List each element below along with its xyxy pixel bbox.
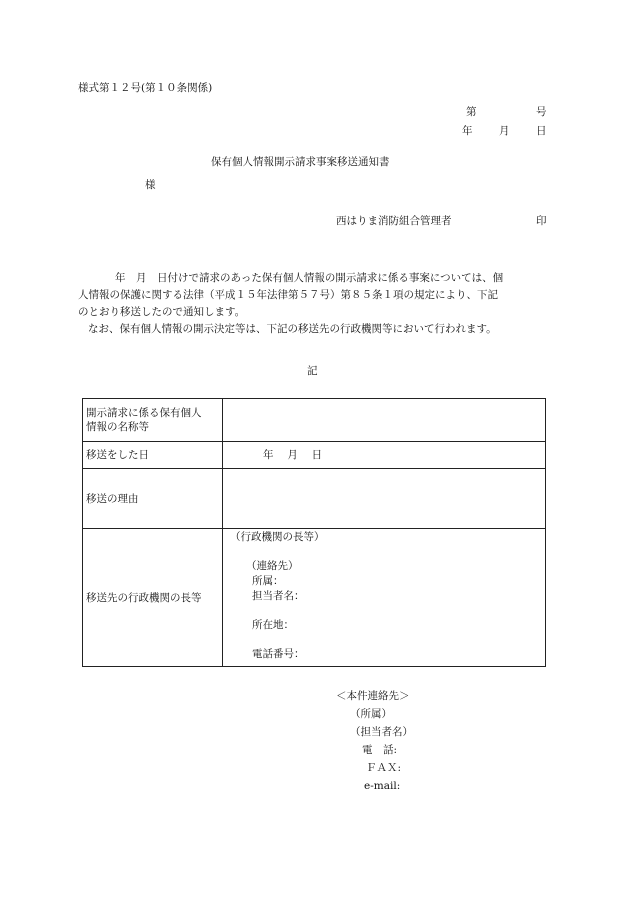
body-paragraph (78, 270, 548, 338)
date-month: 月 (499, 125, 510, 137)
destination-address: 所在地： (252, 619, 294, 631)
destination-contact: （連絡先） (246, 560, 299, 572)
row-label-info-name-line1: 開示請求に係る保有個人 (86, 407, 202, 419)
footer-contact-dept: （所属） (350, 708, 392, 720)
recipient-suffix: 様 (145, 179, 156, 191)
body-line-1: 年 月 日付けで請求のあった保有個人情報の開示請求に係る事案については、個 (115, 272, 504, 284)
date-year: 年 (462, 125, 473, 137)
ki-heading: 記 (307, 365, 318, 377)
row-label-transfer-date: 移送をした日 (83, 442, 223, 469)
doc-number-dai: 第 (466, 106, 477, 118)
footer-contact-phone: 電 話: (362, 744, 398, 756)
row-label-info-name (83, 399, 223, 442)
destination-dept: 所属： (252, 575, 284, 587)
row-value-destination (223, 529, 546, 667)
destination-details (226, 530, 542, 662)
issuer-name: 西はりま消防組合管理者 (336, 215, 452, 227)
row-label-transfer-reason: 移送の理由 (83, 469, 223, 529)
destination-head: （行政機関の長等） (230, 531, 325, 543)
destination-person: 担当者名： (252, 590, 305, 602)
row-value-transfer-reason (223, 469, 546, 529)
body-line-2: 人情報の保護に関する法律（平成１５年法律第５７号）第８５条１項の規定により、下記 (78, 289, 498, 301)
doc-number-go: 号 (536, 106, 547, 118)
document-title: 保有個人情報開示請求事案移送通知書 (211, 156, 390, 168)
date-day: 日 (536, 125, 547, 137)
footer-contact-header: ＜本件連絡先＞ (336, 690, 410, 702)
row-label-info-name-line2: 情報の名称等 (86, 421, 149, 433)
destination-phone: 電話番号： (252, 648, 305, 660)
table-row (83, 529, 546, 667)
footer-contact-person: （担当者名） (350, 726, 413, 738)
seal-mark: 印 (536, 215, 547, 227)
row-value-transfer-date: 年 月 日 (223, 442, 546, 469)
body-line-3: のとおり移送したので通知します。 (78, 306, 246, 318)
footer-contact-fax: ＦＡＸ: (366, 762, 402, 774)
footer-contact-email: e-mail: (364, 780, 401, 792)
transfer-info-table (82, 398, 546, 667)
table-row (83, 469, 546, 529)
row-value-info-name (223, 399, 546, 442)
body-line-4: なお、保有個人情報の開示決定等は、下記の移送先の行政機関等において行われます。 (88, 323, 497, 335)
table-row (83, 399, 546, 442)
table-row (83, 442, 546, 469)
form-number: 様式第１２号(第１０条関係) (78, 82, 213, 94)
row-label-destination: 移送先の行政機関の長等 (83, 529, 223, 667)
footer-contact-block (336, 687, 413, 795)
